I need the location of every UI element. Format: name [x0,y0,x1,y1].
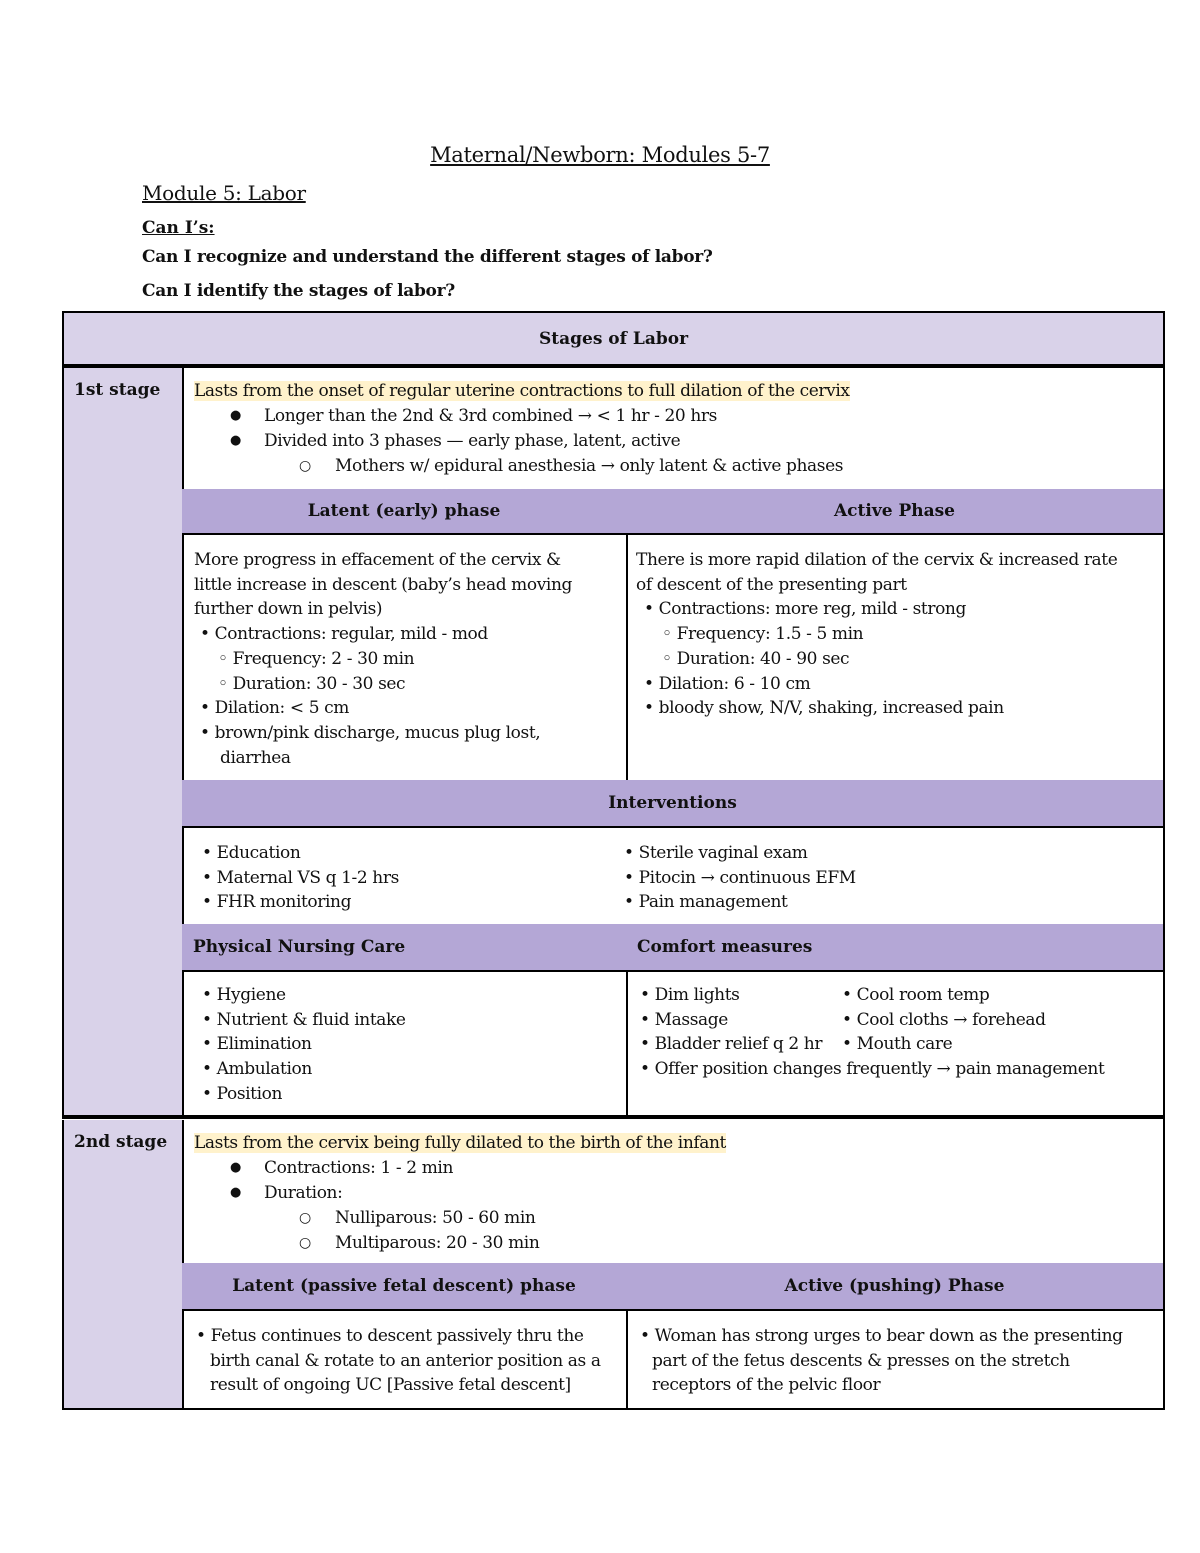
physical-item: • Hygiene [202,985,286,1005]
stage-2-active-line: part of the fetus descents & presses on the stretch [652,1350,1070,1371]
stage-2-latent-body [182,1311,628,1410]
intervention-item: • Pain management [624,892,788,913]
document-title: Maternal/Newborn: Modules 5-7 [430,143,770,167]
stage-1-label: 1st stage [62,368,184,1116]
stage-1-bullet-2: ● Divided into 3 phases — early phase, latent, active [230,431,681,451]
stage-2-active-line: receptors of the pelvic floor [652,1375,881,1396]
stage-1-latent-header: Latent (early) phase [182,489,628,535]
question-2: Can I identify the stages of labor? [142,281,455,301]
physical-item: • Position [202,1083,283,1104]
stage-1-sub-bullet: ○ Mothers w/ epidural anesthesia → only latent & active phases [299,456,844,476]
physical-care-body [182,972,628,1116]
stage-1-summary-cell [182,368,1165,491]
stage-2-summary: Lasts from the cervix being fully dilated to the birth of the infant [194,1133,726,1153]
intervention-item: • Maternal VS q 1-2 hrs [202,867,399,888]
comfort-item: • Mouth care [842,1034,953,1055]
physical-item: • Elimination [202,1034,312,1055]
comfort-measures-body [626,972,1165,1116]
interventions-body [182,828,1165,926]
stage-2-latent-header: Latent (passive fetal descent) phase [182,1263,628,1311]
physical-care-header: Physical Nursing Care [182,924,628,972]
stage-2-label: 2nd stage [62,1120,184,1410]
stage-2-latent-line: birth canal & rotate to an anterior position as a [210,1350,601,1371]
question-1: Can I recognize and understand the different stages of labor? [142,247,713,267]
stage-1-active-body [626,535,1165,782]
stage-1-bullet-1: ● Longer than the 2nd & 3rd combined → < 1 hr - 20 hrs [230,406,717,426]
latent-line: further down in pelvis) [194,599,383,620]
stage-2-latent-line: • Fetus continues to descent passively thru the [196,1326,584,1346]
active-line: • bloody show, N/V, shaking, increased pain [644,698,1004,719]
comfort-measures-header: Comfort measures [626,924,1165,972]
stage-2-summary-cell [182,1119,1165,1265]
latent-line: • Dilation: < 5 cm [200,698,349,719]
stage-1-active-header: Active Phase [626,489,1165,535]
can-is-heading: Can I’s: [142,218,215,238]
active-line: There is more rapid dilation of the cervix & increased rate [636,550,1118,570]
stage-2-active-body [626,1311,1165,1410]
comfort-item: • Massage [640,1009,728,1030]
module-title: Module 5: Labor [142,181,306,205]
physical-item: • Nutrient & fluid intake [202,1009,406,1030]
latent-line: diarrhea [220,747,291,768]
stage-2-bullet-1: ● Contractions: 1 - 2 min [230,1158,454,1178]
active-line: ◦ Duration: 40 - 90 sec [662,648,850,669]
stage-1-latent-body [182,535,628,782]
stage-2-bullet-2: ● Duration: [230,1183,343,1203]
stage-1-summary: Lasts from the onset of regular uterine contractions to full dilation of the cervix [194,381,850,401]
latent-line: ◦ Duration: 30 - 30 sec [218,673,406,694]
comfort-item: • Offer position changes frequently → pain management [640,1059,1105,1080]
active-line: of descent of the presenting part [636,574,907,595]
intervention-item: • FHR monitoring [202,892,352,913]
comfort-item: • Cool room temp [842,985,990,1005]
stage-2-latent-line: result of ongoing UC [Passive fetal descent] [210,1375,571,1396]
latent-line: • Contractions: regular, mild - mod [200,624,488,645]
stage-2-active-header: Active (pushing) Phase [626,1263,1165,1311]
latent-line: More progress in effacement of the cervix & [194,550,561,570]
comfort-item: • Dim lights [640,985,740,1005]
interventions-header: Interventions [182,780,1165,828]
active-line: ◦ Frequency: 1.5 - 5 min [662,624,864,645]
comfort-item: • Bladder relief q 2 hr [640,1034,823,1055]
intervention-item: • Pitocin → continuous EFM [624,867,856,888]
physical-item: • Ambulation [202,1059,312,1080]
active-line: • Dilation: 6 - 10 cm [644,673,811,694]
latent-line: ◦ Frequency: 2 - 30 min [218,648,415,669]
stage-2-active-line: • Woman has strong urges to bear down as the presenting [640,1326,1123,1346]
comfort-item: • Cool cloths → forehead [842,1009,1046,1030]
latent-line: little increase in descent (baby’s head moving [194,574,573,595]
intervention-item: • Education [202,843,301,863]
intervention-item: • Sterile vaginal exam [624,843,808,863]
stage-2-sub-bullet-2: ○ Multiparous: 20 - 30 min [299,1233,540,1253]
latent-line: • brown/pink discharge, mucus plug lost, [200,722,541,743]
table-title: Stages of Labor [62,311,1165,368]
active-line: • Contractions: more reg, mild - strong [644,599,966,620]
stage-2-sub-bullet-1: ○ Nulliparous: 50 - 60 min [299,1208,536,1228]
